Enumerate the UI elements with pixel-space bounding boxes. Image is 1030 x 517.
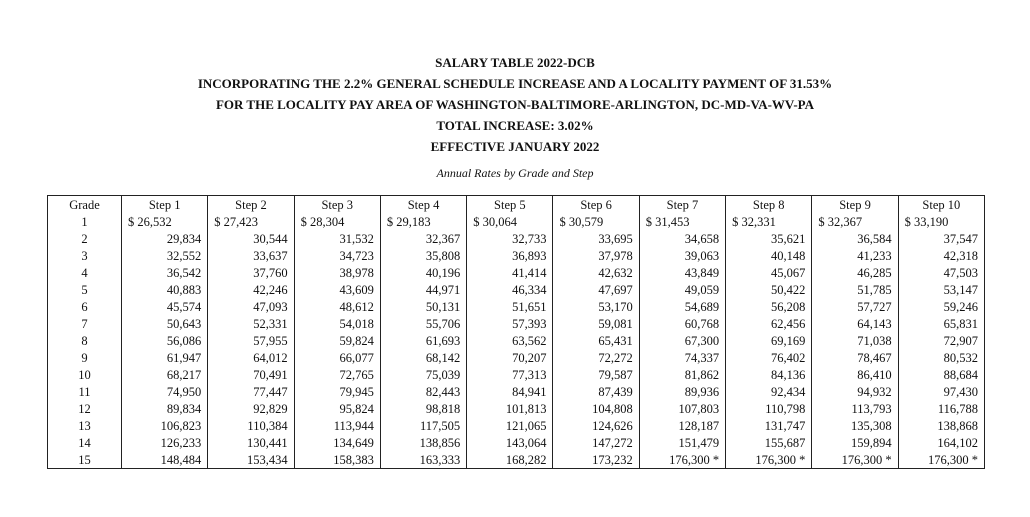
column-header-step-7: Step 7 bbox=[639, 196, 725, 214]
salary-cell: 54,018 bbox=[294, 315, 380, 332]
salary-cell: 88,684 bbox=[898, 366, 984, 383]
salary-cell: 77,313 bbox=[467, 366, 553, 383]
salary-cell: 42,246 bbox=[208, 281, 294, 298]
salary-cell: 110,798 bbox=[726, 400, 812, 417]
salary-cell: 36,542 bbox=[122, 264, 208, 281]
title-line-total-increase: TOTAL INCREASE: 3.02% bbox=[436, 118, 594, 133]
salary-cell: 62,456 bbox=[726, 315, 812, 332]
salary-cell: 72,272 bbox=[553, 349, 639, 366]
salary-cell: 54,689 bbox=[639, 298, 725, 315]
salary-cell: 56,086 bbox=[122, 332, 208, 349]
salary-cell: 40,148 bbox=[726, 247, 812, 264]
salary-cell: 176,300 * bbox=[898, 451, 984, 469]
salary-cell: 113,793 bbox=[812, 400, 898, 417]
salary-cell: 94,932 bbox=[812, 383, 898, 400]
salary-cell: 98,818 bbox=[380, 400, 466, 417]
salary-cell: 92,829 bbox=[208, 400, 294, 417]
table-row bbox=[48, 298, 985, 315]
salary-cell: 81,862 bbox=[639, 366, 725, 383]
salary-cell: 80,532 bbox=[898, 349, 984, 366]
column-header-step-5: Step 5 bbox=[467, 196, 553, 214]
salary-cell: 126,233 bbox=[122, 434, 208, 451]
salary-cell: 65,431 bbox=[553, 332, 639, 349]
salary-cell: 64,143 bbox=[812, 315, 898, 332]
table-row bbox=[48, 332, 985, 349]
salary-cell: 72,765 bbox=[294, 366, 380, 383]
salary-cell: 77,447 bbox=[208, 383, 294, 400]
salary-cell: $ 26,532 bbox=[122, 213, 208, 230]
table-row bbox=[48, 247, 985, 264]
salary-cell: 70,207 bbox=[467, 349, 553, 366]
salary-cell: 128,187 bbox=[639, 417, 725, 434]
salary-cell: 42,318 bbox=[898, 247, 984, 264]
salary-cell: 37,547 bbox=[898, 230, 984, 247]
salary-cell: 37,760 bbox=[208, 264, 294, 281]
salary-cell: 75,039 bbox=[380, 366, 466, 383]
salary-cell: 44,971 bbox=[380, 281, 466, 298]
salary-cell: 66,077 bbox=[294, 349, 380, 366]
salary-cell: 95,824 bbox=[294, 400, 380, 417]
grade-cell: 2 bbox=[48, 230, 122, 247]
salary-cell: 39,063 bbox=[639, 247, 725, 264]
salary-cell: 57,727 bbox=[812, 298, 898, 315]
salary-cell: 30,544 bbox=[208, 230, 294, 247]
salary-cell: 40,883 bbox=[122, 281, 208, 298]
salary-cell: $ 28,304 bbox=[294, 213, 380, 230]
salary-cell: 84,941 bbox=[467, 383, 553, 400]
salary-cell: $ 30,064 bbox=[467, 213, 553, 230]
salary-cell: 74,337 bbox=[639, 349, 725, 366]
salary-cell: 61,947 bbox=[122, 349, 208, 366]
column-header-step-3: Step 3 bbox=[294, 196, 380, 214]
salary-cell: 131,747 bbox=[726, 417, 812, 434]
salary-cell: 70,491 bbox=[208, 366, 294, 383]
salary-cell: 113,944 bbox=[294, 417, 380, 434]
salary-cell: 65,831 bbox=[898, 315, 984, 332]
grade-cell: 4 bbox=[48, 264, 122, 281]
salary-cell: 155,687 bbox=[726, 434, 812, 451]
salary-cell: 36,893 bbox=[467, 247, 553, 264]
column-header-step-8: Step 8 bbox=[726, 196, 812, 214]
salary-cell: 135,308 bbox=[812, 417, 898, 434]
grade-cell: 14 bbox=[48, 434, 122, 451]
salary-cell: 59,246 bbox=[898, 298, 984, 315]
table-row bbox=[48, 213, 985, 230]
salary-cell: 153,434 bbox=[208, 451, 294, 469]
salary-cell: 41,414 bbox=[467, 264, 553, 281]
salary-cell: 50,422 bbox=[726, 281, 812, 298]
salary-cell: 51,785 bbox=[812, 281, 898, 298]
salary-cell: 46,285 bbox=[812, 264, 898, 281]
salary-cell: $ 33,190 bbox=[898, 213, 984, 230]
salary-cell: 50,131 bbox=[380, 298, 466, 315]
title-line-locality: FOR THE LOCALITY PAY AREA OF WASHINGTON-BALTIMORE-ARLINGTON, DC-MD-VA-WV-PA bbox=[215, 97, 815, 112]
salary-cell: 33,637 bbox=[208, 247, 294, 264]
table-row bbox=[48, 383, 985, 400]
table-row bbox=[48, 230, 985, 247]
salary-cell: 55,706 bbox=[380, 315, 466, 332]
salary-cell: 68,217 bbox=[122, 366, 208, 383]
salary-cell: 159,894 bbox=[812, 434, 898, 451]
salary-cell: 78,467 bbox=[812, 349, 898, 366]
salary-cell: 41,233 bbox=[812, 247, 898, 264]
salary-cell: $ 31,453 bbox=[639, 213, 725, 230]
salary-cell: 68,142 bbox=[380, 349, 466, 366]
salary-cell: 50,643 bbox=[122, 315, 208, 332]
salary-cell: 45,574 bbox=[122, 298, 208, 315]
column-header-step-9: Step 9 bbox=[812, 196, 898, 214]
salary-cell: 36,584 bbox=[812, 230, 898, 247]
salary-cell: 74,950 bbox=[122, 383, 208, 400]
salary-cell: 45,067 bbox=[726, 264, 812, 281]
salary-cell: 110,384 bbox=[208, 417, 294, 434]
grade-cell: 12 bbox=[48, 400, 122, 417]
salary-cell: 59,081 bbox=[553, 315, 639, 332]
grade-cell: 8 bbox=[48, 332, 122, 349]
salary-cell: 147,272 bbox=[553, 434, 639, 451]
salary-cell: 163,333 bbox=[380, 451, 466, 469]
salary-cell: 164,102 bbox=[898, 434, 984, 451]
salary-cell: $ 29,183 bbox=[380, 213, 466, 230]
salary-cell: 32,552 bbox=[122, 247, 208, 264]
table-row bbox=[48, 451, 985, 469]
salary-cell: 35,621 bbox=[726, 230, 812, 247]
salary-cell: 56,208 bbox=[726, 298, 812, 315]
grade-cell: 5 bbox=[48, 281, 122, 298]
salary-cell: 43,609 bbox=[294, 281, 380, 298]
table-row bbox=[48, 417, 985, 434]
salary-cell: 86,410 bbox=[812, 366, 898, 383]
salary-cell: 43,849 bbox=[639, 264, 725, 281]
salary-cell: 49,059 bbox=[639, 281, 725, 298]
salary-cell: 79,945 bbox=[294, 383, 380, 400]
grade-cell: 15 bbox=[48, 451, 122, 469]
salary-cell: 173,232 bbox=[553, 451, 639, 469]
salary-cell: 117,505 bbox=[380, 417, 466, 434]
table-row bbox=[48, 264, 985, 281]
grade-cell: 10 bbox=[48, 366, 122, 383]
column-header-step-10: Step 10 bbox=[898, 196, 984, 214]
column-header-grade: Grade bbox=[48, 196, 122, 214]
table-row bbox=[48, 315, 985, 332]
salary-cell: 38,978 bbox=[294, 264, 380, 281]
grade-cell: 3 bbox=[48, 247, 122, 264]
table-row bbox=[48, 400, 985, 417]
salary-cell: 53,147 bbox=[898, 281, 984, 298]
salary-cell: 97,430 bbox=[898, 383, 984, 400]
salary-cell: 176,300 * bbox=[726, 451, 812, 469]
grade-cell: 1 bbox=[48, 213, 122, 230]
salary-table bbox=[47, 195, 985, 469]
table-row bbox=[48, 434, 985, 451]
salary-cell: 40,196 bbox=[380, 264, 466, 281]
page-title: SALARY TABLE 2022-DCB bbox=[435, 55, 595, 70]
table-row bbox=[48, 366, 985, 383]
table-header-row bbox=[48, 196, 985, 214]
column-header-step-1: Step 1 bbox=[122, 196, 208, 214]
salary-cell: 79,587 bbox=[553, 366, 639, 383]
title-line-increase: INCORPORATING THE 2.2% GENERAL SCHEDULE INCREASE AND A LOCALITY PAYMENT OF 31.53% bbox=[197, 76, 833, 91]
column-header-step-2: Step 2 bbox=[208, 196, 294, 214]
salary-cell: 176,300 * bbox=[639, 451, 725, 469]
salary-cell: 32,733 bbox=[467, 230, 553, 247]
table-subtitle: Annual Rates by Grade and Step bbox=[436, 166, 594, 180]
table-row bbox=[48, 281, 985, 298]
title-line-effective-date: EFFECTIVE JANUARY 2022 bbox=[430, 139, 600, 154]
salary-cell: 143,064 bbox=[467, 434, 553, 451]
table-row bbox=[48, 349, 985, 366]
salary-cell: 63,562 bbox=[467, 332, 553, 349]
salary-cell: 89,834 bbox=[122, 400, 208, 417]
salary-cell: $ 32,331 bbox=[726, 213, 812, 230]
salary-cell: 61,693 bbox=[380, 332, 466, 349]
salary-cell: 151,479 bbox=[639, 434, 725, 451]
salary-cell: 134,649 bbox=[294, 434, 380, 451]
salary-cell: 53,170 bbox=[553, 298, 639, 315]
salary-cell: 76,402 bbox=[726, 349, 812, 366]
salary-cell: 176,300 * bbox=[812, 451, 898, 469]
salary-cell: 107,803 bbox=[639, 400, 725, 417]
salary-cell: 138,856 bbox=[380, 434, 466, 451]
salary-cell: 32,367 bbox=[380, 230, 466, 247]
salary-cell: 124,626 bbox=[553, 417, 639, 434]
salary-cell: 33,695 bbox=[553, 230, 639, 247]
salary-cell: 35,808 bbox=[380, 247, 466, 264]
salary-cell: $ 30,579 bbox=[553, 213, 639, 230]
salary-cell: 46,334 bbox=[467, 281, 553, 298]
title-block bbox=[0, 52, 1030, 157]
salary-cell: 121,065 bbox=[467, 417, 553, 434]
salary-cell: 89,936 bbox=[639, 383, 725, 400]
salary-cell: 48,612 bbox=[294, 298, 380, 315]
salary-cell: 47,503 bbox=[898, 264, 984, 281]
salary-cell: 138,868 bbox=[898, 417, 984, 434]
salary-cell: 29,834 bbox=[122, 230, 208, 247]
salary-cell: 72,907 bbox=[898, 332, 984, 349]
salary-cell: 52,331 bbox=[208, 315, 294, 332]
salary-cell: 84,136 bbox=[726, 366, 812, 383]
salary-cell: 130,441 bbox=[208, 434, 294, 451]
salary-cell: 47,093 bbox=[208, 298, 294, 315]
column-header-step-4: Step 4 bbox=[380, 196, 466, 214]
grade-cell: 13 bbox=[48, 417, 122, 434]
salary-cell: 47,697 bbox=[553, 281, 639, 298]
salary-cell: 148,484 bbox=[122, 451, 208, 469]
salary-cell: 104,808 bbox=[553, 400, 639, 417]
grade-cell: 7 bbox=[48, 315, 122, 332]
salary-cell: 92,434 bbox=[726, 383, 812, 400]
salary-cell: 57,393 bbox=[467, 315, 553, 332]
grade-cell: 11 bbox=[48, 383, 122, 400]
salary-cell: 67,300 bbox=[639, 332, 725, 349]
salary-cell: 64,012 bbox=[208, 349, 294, 366]
salary-cell: 168,282 bbox=[467, 451, 553, 469]
salary-cell: 34,658 bbox=[639, 230, 725, 247]
table-body bbox=[48, 213, 985, 469]
salary-cell: 87,439 bbox=[553, 383, 639, 400]
salary-cell: 42,632 bbox=[553, 264, 639, 281]
salary-cell: 106,823 bbox=[122, 417, 208, 434]
salary-cell: 82,443 bbox=[380, 383, 466, 400]
salary-cell: 34,723 bbox=[294, 247, 380, 264]
salary-cell: 116,788 bbox=[898, 400, 984, 417]
salary-cell: $ 32,367 bbox=[812, 213, 898, 230]
salary-cell: 101,813 bbox=[467, 400, 553, 417]
salary-cell: $ 27,423 bbox=[208, 213, 294, 230]
salary-cell: 37,978 bbox=[553, 247, 639, 264]
salary-cell: 69,169 bbox=[726, 332, 812, 349]
salary-cell: 57,955 bbox=[208, 332, 294, 349]
grade-cell: 6 bbox=[48, 298, 122, 315]
salary-cell: 31,532 bbox=[294, 230, 380, 247]
salary-cell: 60,768 bbox=[639, 315, 725, 332]
column-header-step-6: Step 6 bbox=[553, 196, 639, 214]
salary-cell: 71,038 bbox=[812, 332, 898, 349]
salary-cell: 158,383 bbox=[294, 451, 380, 469]
salary-cell: 51,651 bbox=[467, 298, 553, 315]
grade-cell: 9 bbox=[48, 349, 122, 366]
salary-cell: 59,824 bbox=[294, 332, 380, 349]
